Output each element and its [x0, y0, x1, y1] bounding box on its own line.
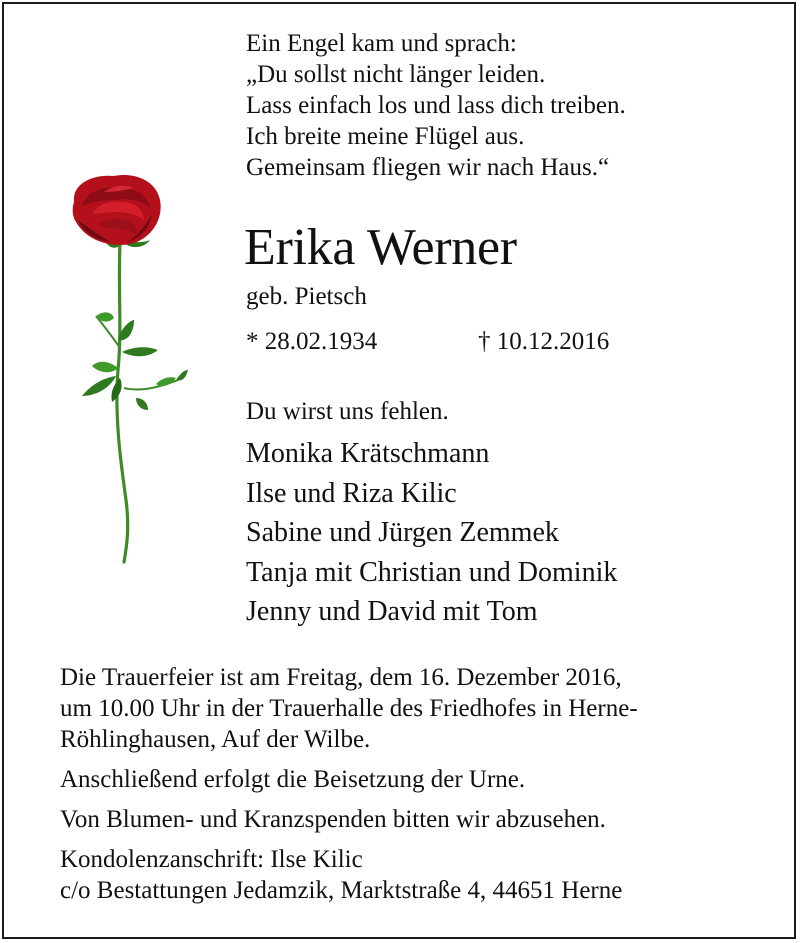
- service-line: Die Trauerfeier ist am Freitag, dem 16. Dezember 2016,: [60, 664, 622, 691]
- rose-stem: [117, 242, 128, 562]
- poem-line: Ein Engel kam und sprach:: [246, 30, 517, 57]
- rose-leaf: [176, 370, 188, 381]
- deceased-name: Erika Werner: [244, 219, 517, 276]
- farewell-line: Du wirst uns fehlen.: [246, 398, 449, 425]
- mourner-name: Monika Krätschmann: [246, 438, 490, 469]
- rose-leaf: [136, 398, 148, 410]
- service-line: Röhlinghausen, Auf der Wilbe.: [60, 726, 371, 753]
- service-line: um 10.00 Uhr in der Trauerhalle des Friedhofes in Herne-: [60, 695, 638, 722]
- rose-leaf: [92, 362, 118, 373]
- condolence-address-line: Kondolenzanschrift: Ilse Kilic: [60, 846, 363, 873]
- mourners-list: [246, 434, 617, 632]
- rose-leaf: [122, 347, 158, 356]
- poem-line: Gemeinsam fliegen wir nach Haus.“: [246, 154, 610, 181]
- poem-line: Lass einfach los und lass dich treiben.: [246, 92, 626, 119]
- rose-leaf: [82, 376, 116, 396]
- urn-burial-note: Anschließend erfolgt die Beisetzung der Urne.: [60, 766, 526, 793]
- rose-illustration: [52, 170, 192, 565]
- death-date: † 10.12.2016: [478, 328, 610, 355]
- condolence-address-line: c/o Bestattungen Jedamzik, Marktstraße 4, 44651 Herne: [60, 877, 623, 904]
- mourner-name: Sabine und Jürgen Zemmek: [246, 517, 559, 548]
- poem: [246, 28, 626, 183]
- maiden-name: geb. Pietsch: [246, 283, 367, 310]
- poem-line: „Du sollst nicht länger leiden.: [246, 61, 546, 88]
- mourner-name: Tanja mit Christian und Dominik: [246, 556, 618, 588]
- flower-donation-note: Von Blumen- und Kranzspenden bitten wir abzusehen.: [60, 806, 606, 833]
- poem-line: Ich breite meine Flügel aus.: [246, 123, 525, 150]
- service-information: [60, 662, 638, 906]
- mourner-name: Ilse und Riza Kilic: [246, 477, 457, 509]
- mourner-name: Jenny und David mit Tom: [246, 596, 538, 627]
- birth-date: * 28.02.1934: [246, 328, 378, 355]
